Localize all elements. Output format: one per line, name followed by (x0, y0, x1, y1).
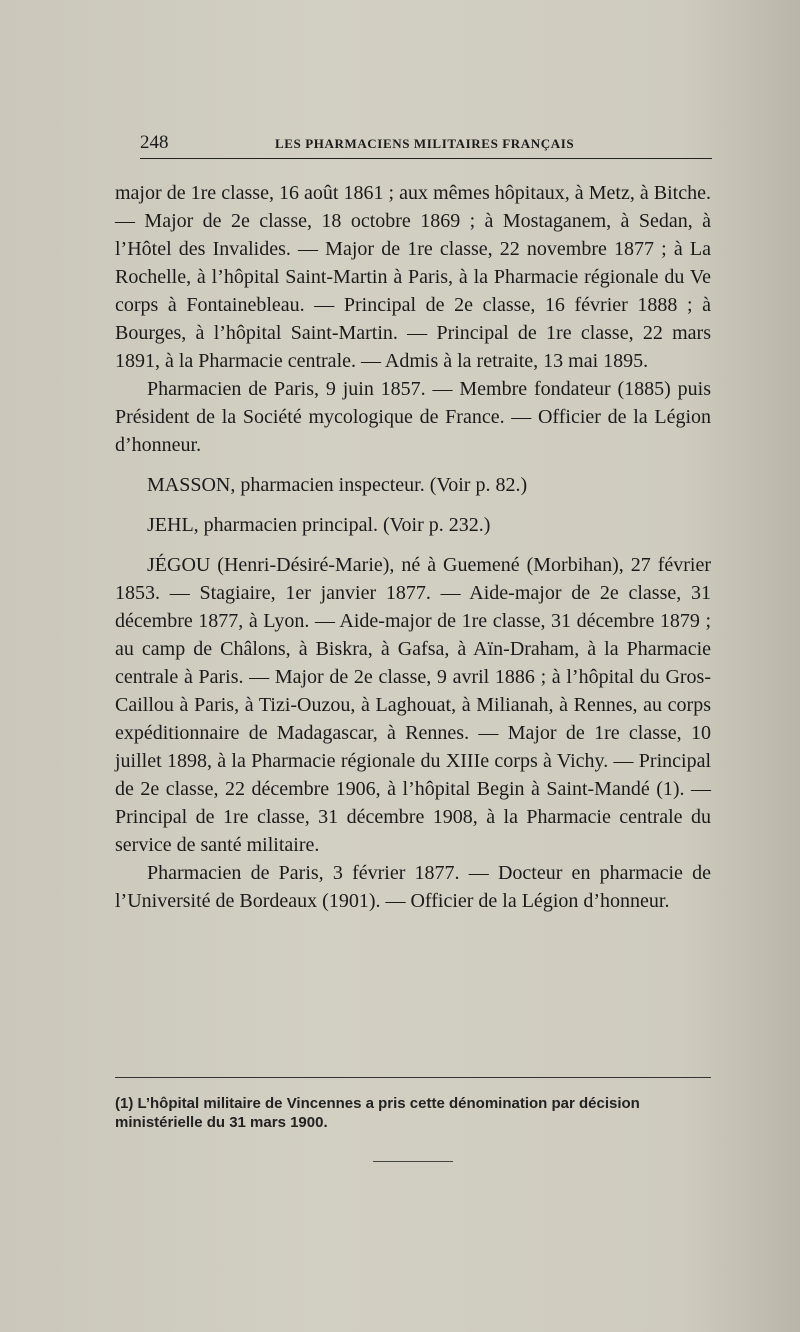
entry-jegou-honors: Pharmacien de Paris, 3 février 1877. — Docteur en pharmacie de l’Université de Bordeaux (1901). — Officier de la Légion d’honneur. (115, 862, 711, 912)
footnote: (1) L’hôpital militaire de Vincennes a pris cette dénomination par décision ministérielle du 31 mars 1900. (115, 1095, 640, 1131)
page-header (140, 132, 712, 156)
running-title: LES PHARMACIENS MILITAIRES FRANÇAIS (275, 136, 575, 151)
paragraph-career-honors: Pharmacien de Paris, 9 juin 1857. — Membre fondateur (1885) puis Président de la Société mycologique de France. — Officier de la Légion d’honneur. (115, 378, 711, 456)
paragraph-career-continued: major de 1re classe, 16 août 1861 ; aux mêmes hôpitaux, à Metz, à Bitche. — Major de 2e classe, 18 octobre 1869 ; à Mostaganem, à Sedan, à l’Hôtel des Invalides. — Major de 1re classe, 22 novembre 1877 ; à La Rochelle, à l’hôpital Saint-Martin à Paris, à la Pharmacie régionale du Ve corps à Fontainebleau. — Principal de 2e classe, 16 février 1888 ; à Bourges, à l’hôpital Saint-Martin. — Principal de 1re classe, 22 mars 1891, à la Pharmacie centrale. — Admis à la retraite, 13 mai 1895. (115, 182, 711, 372)
entry-jegou: JÉGOU (Henri-Désiré-Marie), né à Guemené (Morbihan), 27 février 1853. — Stagiaire, 1er janvier 1877. — Aide-major de 2e classe, 31 décembre 1877, à Lyon. — Aide-major de 1re classe, 31 décembre 1879 ; au camp de Châlons, à Biskra, à Gafsa, à Aïn-Draham, à la Pharmacie centrale à Paris. — Major de 2e classe, 9 avril 1886 ; à l’hôpital du Gros-Caillou à Paris, à Tizi-Ouzou, à Laghouat, à Milianah, à Rennes, au corps expéditionnaire de Madagascar, à Rennes. — Major de 1re classe, 10 juillet 1898, à la Pharmacie régionale du XIIIe corps à Vichy. — Principal de 2e classe, 22 décembre 1906, à l’hôpital Begin à Saint-Mandé (1). — Principal de 1re classe, 31 décembre 1908, à la Pharmacie centrale du service de santé militaire. (115, 554, 711, 856)
page-number: 248 (140, 132, 169, 153)
entry-jehl: JEHL, pharmacien principal. (Voir p. 232.) (147, 514, 491, 536)
end-rule (373, 1161, 453, 1162)
header-rule (140, 158, 712, 159)
body-text (115, 179, 711, 915)
entry-masson: MASSON, pharmacien inspecteur. (Voir p. 82.) (147, 474, 528, 496)
footnote-rule (115, 1077, 711, 1078)
